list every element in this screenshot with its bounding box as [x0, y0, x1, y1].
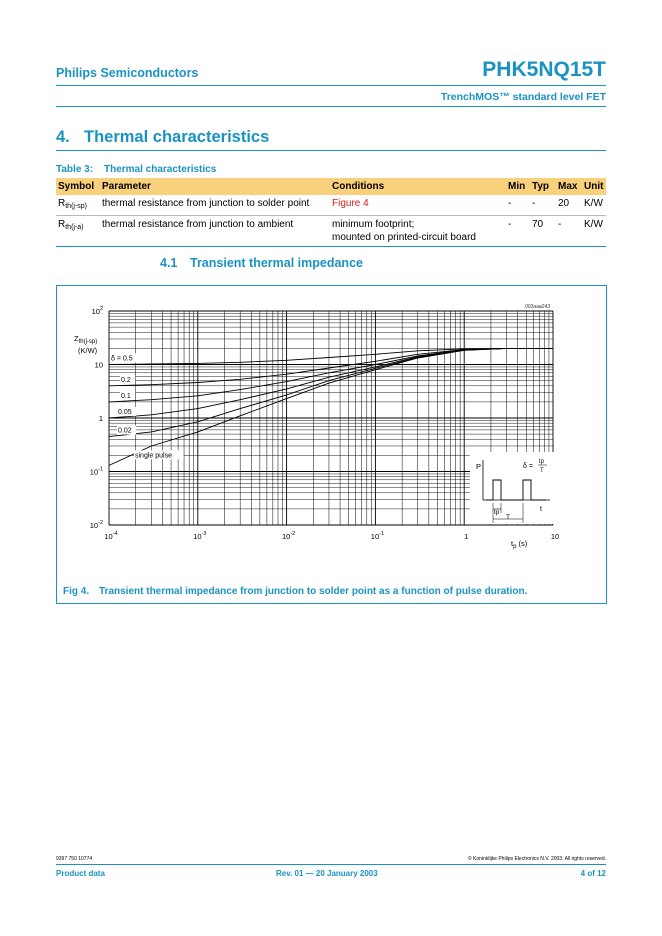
pulse-inset [470, 452, 560, 524]
symbol-subscript: th(j-a) [65, 224, 84, 231]
y-tick-label: 1 [98, 414, 103, 423]
col-header-max: Max [556, 178, 582, 195]
x-tick-label: $10^{-2}$ [281, 531, 296, 541]
company-name: Philips Semiconductors [56, 66, 199, 80]
y-tick-label: $10^{-1}$ [89, 466, 103, 477]
header-rule [56, 85, 606, 86]
series-line [109, 348, 553, 465]
series-line [109, 348, 553, 402]
section-title-text: Thermal characteristics [84, 128, 270, 146]
y-axis-unit: (K/W) [78, 346, 98, 355]
inset-T-label: T [506, 514, 510, 521]
conditions-cell [330, 195, 506, 216]
product-subtitle: TrenchMOS™ standard level FET [440, 91, 606, 103]
series-label: 0.02 [118, 427, 132, 435]
x-tick-label: 1 [464, 532, 469, 541]
series-label: single pulse [135, 452, 172, 460]
max-cell: - [556, 216, 582, 247]
thermal-impedance-chart [56, 285, 607, 580]
col-header-symbol: Symbol [56, 178, 100, 195]
min-cell: - [506, 195, 530, 216]
series-label: 0.05 [118, 409, 132, 416]
figure-caption-text: Transient thermal impedance from junction to solder point as a function of pulse duration. [99, 586, 528, 597]
y-axis-subscript: th(j-sp) [78, 339, 98, 345]
table-header-row [56, 178, 606, 195]
inset-t-label: t [540, 506, 542, 513]
col-header-unit: Unit [582, 178, 606, 195]
y-axis-symbol: Z [74, 334, 79, 343]
footer-rule [56, 864, 606, 865]
y-tick-label: 10 [94, 360, 103, 370]
page-number: 4 of 12 [580, 869, 606, 878]
unit-cell: K/W [582, 216, 606, 247]
table-caption [56, 164, 216, 175]
col-header-typ: Typ [530, 178, 556, 195]
chart-curves [109, 348, 553, 465]
typ-cell: - [530, 195, 556, 216]
series-label: δ = 0.5 [111, 355, 133, 363]
symbol-subscript: th(j-sp) [65, 203, 88, 210]
series-line [109, 348, 553, 364]
document-number: 9397 750 10774 [56, 856, 93, 862]
typ-cell: 70 [530, 216, 556, 247]
parameter-cell: thermal resistance from junction to solder point [100, 195, 330, 216]
inset-delta-formula: δ = [523, 463, 533, 470]
x-tick-label: 10 [550, 532, 560, 541]
condition-line: minimum footprint; [332, 219, 415, 230]
conditions-cell [330, 216, 506, 247]
revision-info: Rev. 01 — 20 January 2003 [276, 869, 378, 878]
symbol-cell [56, 216, 100, 247]
y-tick-label: $10^2$ [91, 306, 103, 316]
y-axis-label [74, 334, 97, 345]
subsection-title-text: Transient thermal impedance [190, 256, 363, 270]
condition-line: mounted on printed-circuit board [332, 232, 476, 243]
max-cell: 20 [556, 195, 582, 216]
subsection-number: 4.1 [160, 256, 178, 270]
table-label: Table 3: [56, 164, 94, 175]
parameter-cell: thermal resistance from junction to ambient [100, 216, 330, 247]
table-row [56, 216, 606, 247]
inset-background [470, 452, 560, 524]
inset-tp-label: tp [494, 509, 500, 516]
subsection-title [160, 256, 363, 270]
unit-cell: K/W [582, 195, 606, 216]
header-rule-bottom [56, 106, 606, 107]
section-number: 4. [56, 128, 70, 146]
series-label: 0.2 [121, 376, 131, 384]
x-tick-label: $10^{-3}$ [193, 531, 207, 541]
part-number: PHK5NQ15T [482, 58, 606, 81]
x-tick-label: $10^{-1}$ [370, 531, 385, 541]
inset-p-label: P [476, 462, 482, 471]
series-label: 0.1 [121, 392, 131, 400]
thermal-characteristics-table [56, 178, 606, 247]
inset-delta-denominator: T [540, 468, 544, 474]
figure-caption [63, 586, 527, 597]
col-header-parameter: Parameter [100, 178, 330, 195]
chart-series-labels [110, 354, 184, 460]
symbol-main: R [58, 198, 66, 209]
product-type: Product data [56, 869, 105, 878]
table-caption-text: Thermal characteristics [104, 164, 217, 175]
min-cell: - [506, 216, 530, 247]
copyright-notice: © Koninklijke Philips Electronics N.V. 2003. All rights reserved. [467, 856, 606, 862]
section-rule [56, 150, 606, 151]
figure-4-link[interactable]: Figure 4 [332, 198, 369, 209]
inset-delta-numerator: tp [539, 459, 545, 465]
x-axis-label: $t_p$ (s) [511, 539, 528, 550]
symbol-main: R [58, 219, 66, 230]
figure-code: 003aaa243 [525, 304, 551, 310]
table-row [56, 195, 606, 216]
figure-label: Fig 4. [63, 586, 90, 597]
x-tick-label: $10^{-4}$ [104, 531, 118, 541]
y-tick-label: $10^{-2}$ [89, 520, 103, 530]
col-header-min: Min [506, 178, 530, 195]
col-header-conditions: Conditions [330, 178, 506, 195]
symbol-cell [56, 195, 100, 216]
section-title [56, 128, 269, 147]
